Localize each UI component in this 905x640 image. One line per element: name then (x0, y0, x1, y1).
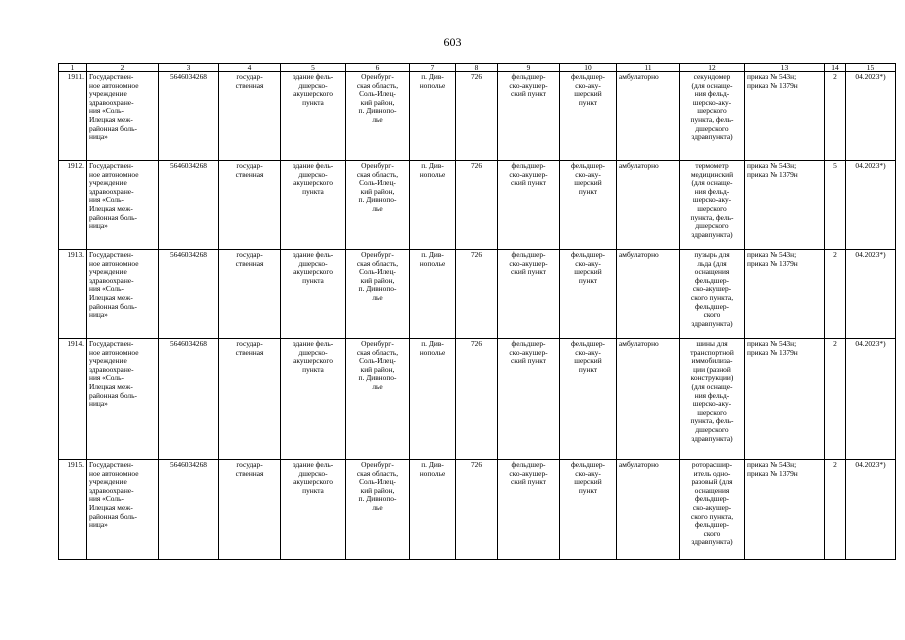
address-cell: Оренбург- ская область, Соль-Илец- кий район, п. Дивнопо- лье (346, 460, 410, 560)
ownership-cell: государ- ственная (219, 339, 281, 460)
column-number: 13 (745, 64, 825, 72)
care-cell: амбулаторно (617, 250, 680, 339)
column-number: 15 (846, 64, 896, 72)
care-cell: амбулаторно (617, 460, 680, 560)
building-cell: здание фель- дшерско- акушерского пункта (281, 460, 346, 560)
equipment-cell: шины для транспортной иммобилиза- ции (разной конструкции) (для оснаще- ния фельд- шерско-аку- шерского пункта, фель- дшерского здравпункта) (680, 339, 745, 460)
equipment-cell: термометр медицинский (для оснаще- ния фельд- шерско-аку- шерского пункта, фель- дшерского здравпункта) (680, 161, 745, 250)
facility-type-cell: фельдшер- ско-акушер- ский пункт (498, 161, 560, 250)
locality-cell: п. Див- нополье (410, 161, 456, 250)
code-cell: 726 (456, 161, 498, 250)
column-number: 3 (159, 64, 219, 72)
row-number: 1912. (59, 161, 87, 250)
order-cell: приказ № 543н; приказ № 1379н (745, 460, 825, 560)
address-cell: Оренбург- ская область, Соль-Илец- кий район, п. Дивнопо- лье (346, 250, 410, 339)
quantity-cell: 2 (825, 72, 846, 161)
column-number: 1 (59, 64, 87, 72)
locality-cell: п. Див- нополье (410, 250, 456, 339)
table-row (59, 161, 896, 250)
unit-cell: фельдшер- ско-аку- шерский пункт (560, 250, 617, 339)
equipment-table (58, 63, 896, 560)
date-cell: 04.2023*) (846, 161, 896, 250)
facility-type-cell: фельдшер- ско-акушер- ский пункт (498, 250, 560, 339)
equipment-cell: секундомер (для оснаще- ния фельд- шерско-аку- шерского пункта, фель- дшерского здравпункта) (680, 72, 745, 161)
building-cell: здание фель- дшерско- акушерского пункта (281, 339, 346, 460)
inn-cell: 5646034268 (159, 72, 219, 161)
ownership-cell: государ- ственная (219, 250, 281, 339)
organization-cell: Государствен- ное автономное учреждение здравоохране- ния «Соль- Илецкая меж- районная боль- ница» (87, 460, 159, 560)
column-number: 5 (281, 64, 346, 72)
table-row (59, 250, 896, 339)
locality-cell: п. Див- нополье (410, 72, 456, 161)
code-cell: 726 (456, 460, 498, 560)
column-number: 4 (219, 64, 281, 72)
row-number: 1914. (59, 339, 87, 460)
facility-type-cell: фельдшер- ско-акушер- ский пункт (498, 460, 560, 560)
column-number: 12 (680, 64, 745, 72)
column-number: 2 (87, 64, 159, 72)
ownership-cell: государ- ственная (219, 161, 281, 250)
order-cell: приказ № 543н; приказ № 1379н (745, 161, 825, 250)
quantity-cell: 2 (825, 339, 846, 460)
facility-type-cell: фельдшер- ско-акушер- ский пункт (498, 339, 560, 460)
organization-cell: Государствен- ное автономное учреждение здравоохране- ния «Соль- Илецкая меж- районная боль- ница» (87, 161, 159, 250)
row-number: 1913. (59, 250, 87, 339)
organization-cell: Государствен- ное автономное учреждение здравоохране- ния «Соль- Илецкая меж- районная боль- ница» (87, 339, 159, 460)
care-cell: амбулаторно (617, 72, 680, 161)
address-cell: Оренбург- ская область, Соль-Илец- кий район, п. Дивнопо- лье (346, 72, 410, 161)
date-cell: 04.2023*) (846, 339, 896, 460)
address-cell: Оренбург- ская область, Соль-Илец- кий район, п. Дивнопо- лье (346, 339, 410, 460)
quantity-cell: 2 (825, 250, 846, 339)
code-cell: 726 (456, 339, 498, 460)
equipment-cell: пузырь для льда (для оснащения фельдшер- ско-акушер- ского пункта, фельдшер- ского здравпункта) (680, 250, 745, 339)
ownership-cell: государ- ственная (219, 72, 281, 161)
inn-cell: 5646034268 (159, 250, 219, 339)
quantity-cell: 5 (825, 161, 846, 250)
unit-cell: фельдшер- ско-аку- шерский пункт (560, 161, 617, 250)
column-number: 6 (346, 64, 410, 72)
page-number: 603 (443, 35, 462, 49)
column-number: 11 (617, 64, 680, 72)
table-row (59, 72, 896, 161)
column-number: 14 (825, 64, 846, 72)
facility-type-cell: фельдшер- ско-акушер- ский пункт (498, 72, 560, 161)
table-row (59, 460, 896, 560)
date-cell: 04.2023*) (846, 460, 896, 560)
row-number: 1911. (59, 72, 87, 161)
locality-cell: п. Див- нополье (410, 460, 456, 560)
row-number: 1915. (59, 460, 87, 560)
inn-cell: 5646034268 (159, 161, 219, 250)
column-number-row (59, 64, 896, 72)
care-cell: амбулаторно (617, 161, 680, 250)
inn-cell: 5646034268 (159, 339, 219, 460)
code-cell: 726 (456, 72, 498, 161)
unit-cell: фельдшер- ско-аку- шерский пункт (560, 339, 617, 460)
quantity-cell: 2 (825, 460, 846, 560)
ownership-cell: государ- ственная (219, 460, 281, 560)
building-cell: здание фель- дшерско- акушерского пункта (281, 161, 346, 250)
date-cell: 04.2023*) (846, 250, 896, 339)
column-number: 9 (498, 64, 560, 72)
order-cell: приказ № 543н; приказ № 1379н (745, 339, 825, 460)
organization-cell: Государствен- ное автономное учреждение здравоохране- ния «Соль- Илецкая меж- районная боль- ница» (87, 72, 159, 161)
date-cell: 04.2023*) (846, 72, 896, 161)
code-cell: 726 (456, 250, 498, 339)
unit-cell: фельдшер- ско-аку- шерский пункт (560, 460, 617, 560)
column-number: 7 (410, 64, 456, 72)
table-row (59, 339, 896, 460)
inn-cell: 5646034268 (159, 460, 219, 560)
column-number: 10 (560, 64, 617, 72)
order-cell: приказ № 543н; приказ № 1379н (745, 72, 825, 161)
building-cell: здание фель- дшерско- акушерского пункта (281, 250, 346, 339)
care-cell: амбулаторно (617, 339, 680, 460)
equipment-cell: роторасшир- итель одно- разовый (для оснащения фельдшер- ско-акушер- ского пункта, фельдшер- ского здравпункта) (680, 460, 745, 560)
building-cell: здание фель- дшерско- акушерского пункта (281, 72, 346, 161)
order-cell: приказ № 543н; приказ № 1379н (745, 250, 825, 339)
unit-cell: фельдшер- ско-аку- шерский пункт (560, 72, 617, 161)
address-cell: Оренбург- ская область, Соль-Илец- кий район, п. Дивнопо- лье (346, 161, 410, 250)
column-number: 8 (456, 64, 498, 72)
locality-cell: п. Див- нополье (410, 339, 456, 460)
organization-cell: Государствен- ное автономное учреждение здравоохране- ния «Соль- Илецкая меж- районная боль- ница» (87, 250, 159, 339)
